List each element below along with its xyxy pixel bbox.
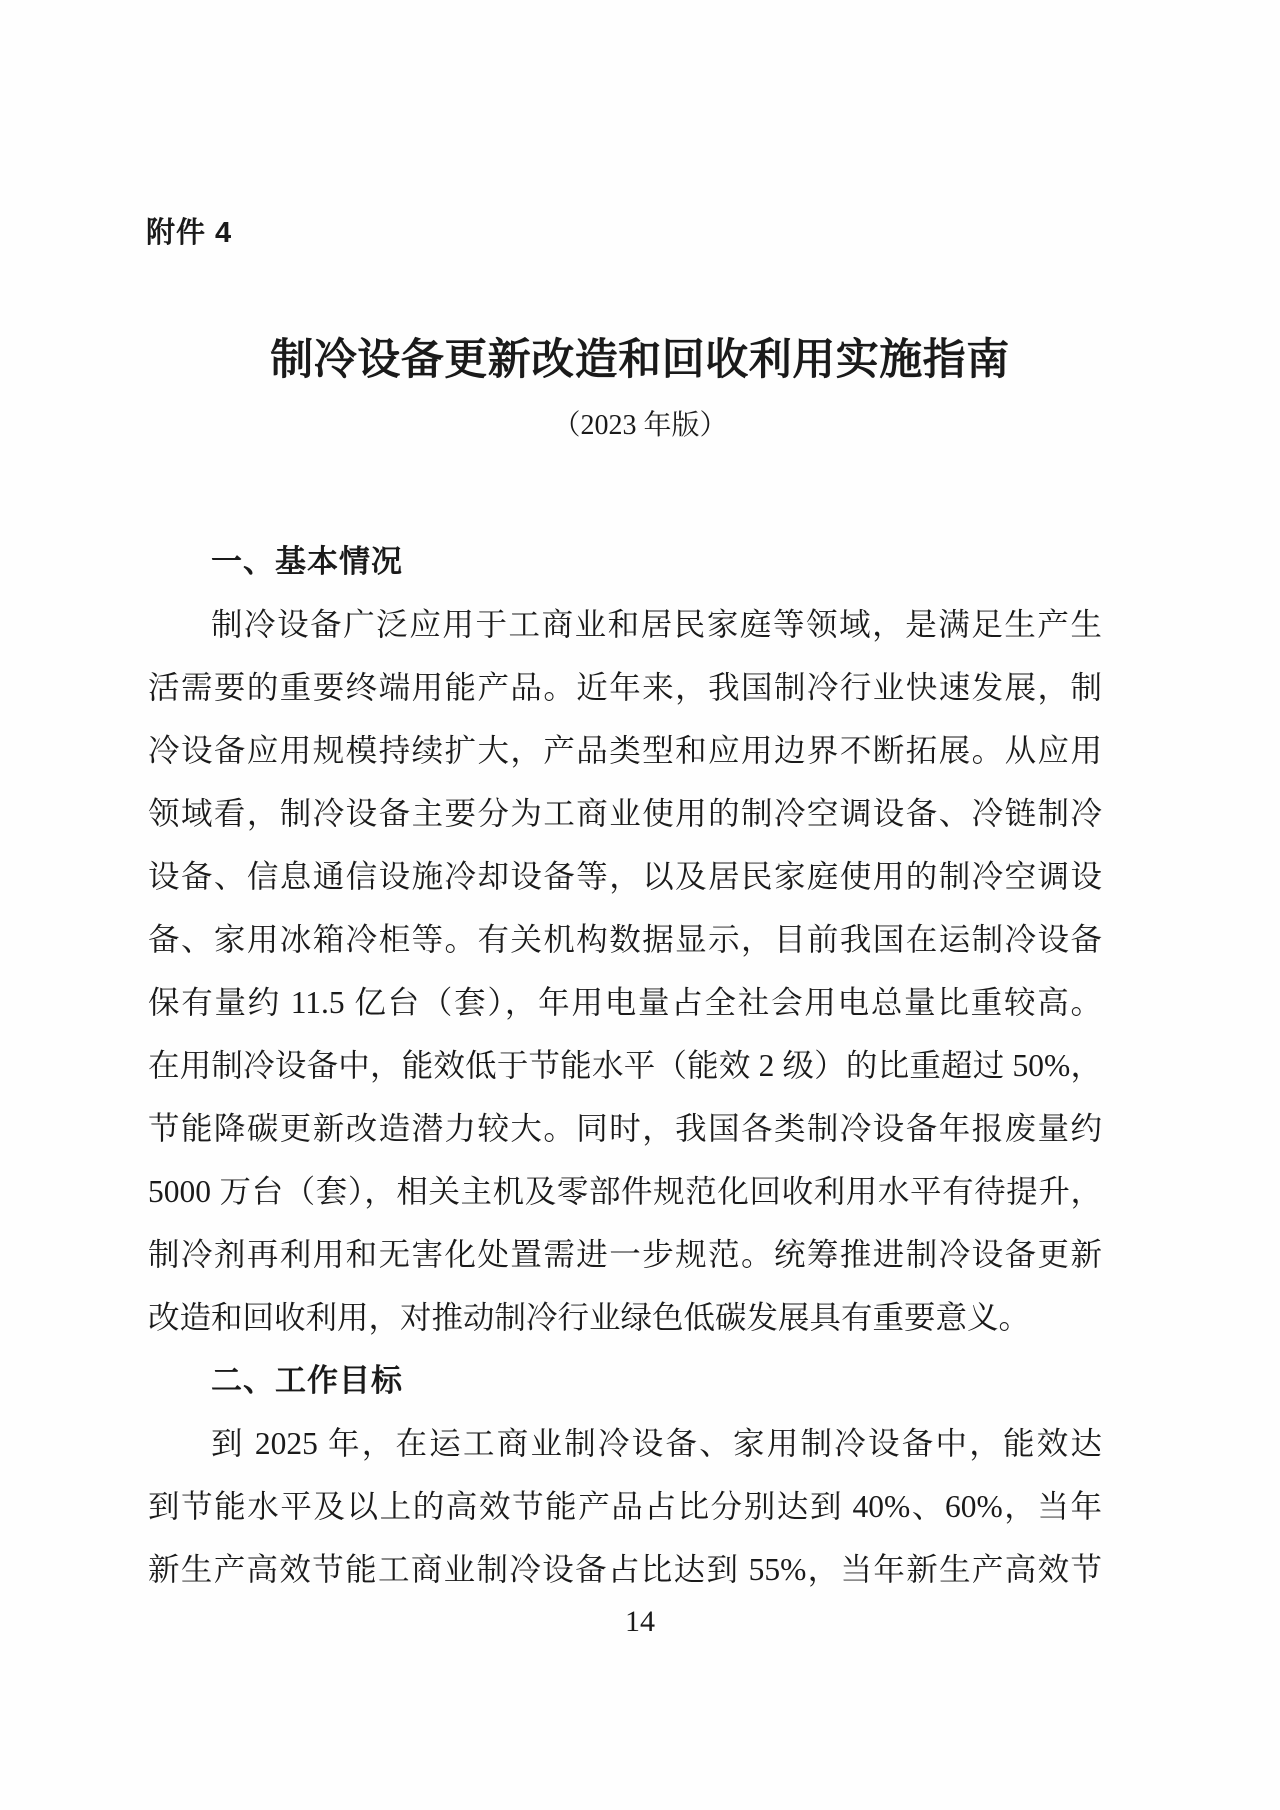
attachment-label: 附件 4 [146,217,233,249]
section-1-paragraph [148,593,1102,1349]
section-2-heading: 二、工作目标 [211,1363,403,1398]
text-line: 到 2025 年，在运工商业制冷设备、家用制冷设备中，能效达 [211,1426,1102,1461]
text-line: 改造和回收利用，对推动制冷行业绿色低碳发展具有重要意义。 [148,1300,1031,1335]
text-line: 设备、信息通信设施冷却设备等，以及居民家庭使用的制冷空调设 [148,859,1102,894]
document-body [148,530,1102,1601]
text-line: 到节能水平及以上的高效节能产品占比分别达到 40%、60%，当年 [148,1489,1102,1524]
document-title: 制冷设备更新改造和回收利用实施指南 [270,336,1010,384]
text-line: 备、家用冰箱冷柜等。有关机构数据显示，目前我国在运制冷设备 [148,922,1102,957]
text-line: 制冷剂再利用和无害化处置需进一步规范。统筹推进制冷设备更新 [148,1237,1102,1272]
text-line: 新生产高效节能工商业制冷设备占比达到 55%，当年新生产高效节 [148,1552,1102,1587]
text-line: 冷设备应用规模持续扩大，产品类型和应用边界不断拓展。从应用 [148,733,1102,768]
text-line: 保有量约 11.5 亿台（套），年用电量占全社会用电总量比重较高。 [148,985,1102,1020]
text-line: 领域看，制冷设备主要分为工商业使用的制冷空调设备、冷链制冷 [148,796,1102,831]
text-line: 5000 万台（套），相关主机及零部件规范化回收利用水平有待提升， [148,1174,1102,1209]
text-line: 节能降碳更新改造潜力较大。同时，我国各类制冷设备年报废量约 [148,1111,1102,1146]
text-line: 活需要的重要终端用能产品。近年来，我国制冷行业快速发展，制 [148,670,1102,705]
text-line: 制冷设备广泛应用于工商业和居民家庭等领域，是满足生产生 [211,607,1102,642]
text-line: 在用制冷设备中，能效低于节能水平（能效 2 级）的比重超过 50%， [148,1048,1102,1083]
section-1-heading: 一、基本情况 [211,544,403,579]
document-subtitle: （2023 年版） [552,410,728,441]
page-number: 14 [625,1605,655,1638]
section-2-paragraph [148,1412,1102,1601]
